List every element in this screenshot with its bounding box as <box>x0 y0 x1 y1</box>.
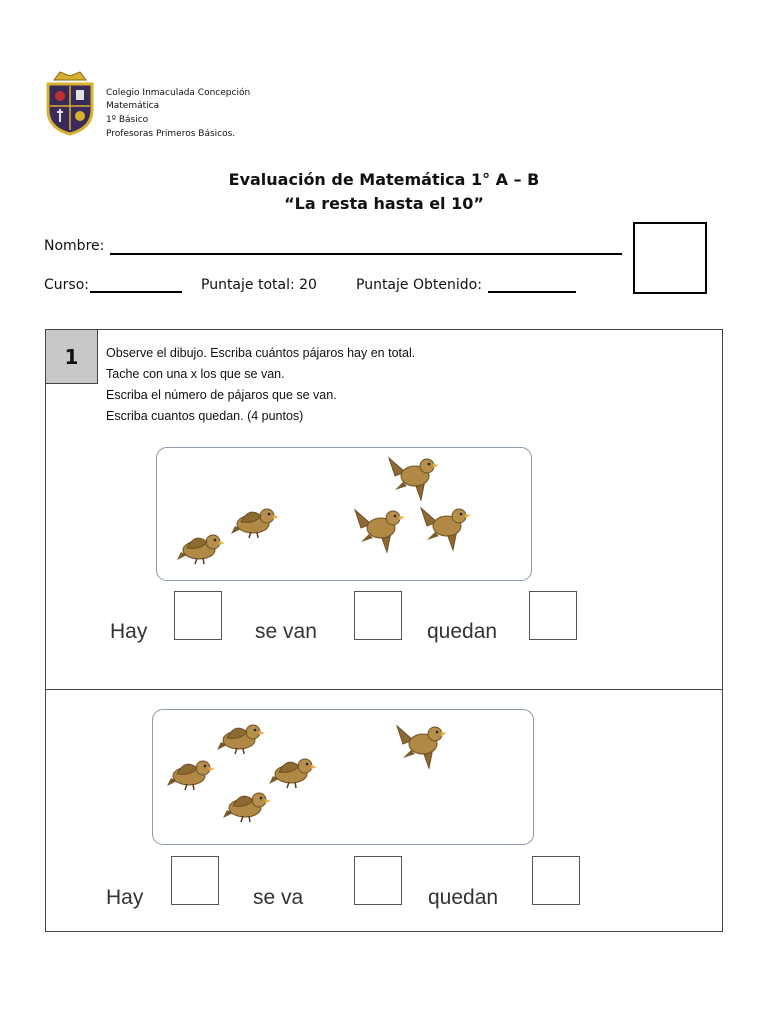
question-number: 1 <box>45 329 98 384</box>
instruction-line: Tache con una x los que se van. <box>106 367 285 381</box>
course-field[interactable] <box>90 291 182 293</box>
total-score-label: Puntaje total: 20 <box>201 277 317 293</box>
instruction-line: Observe el dibujo. Escriba cuántos pájaros hay en total. <box>106 346 416 360</box>
remain-answer-box[interactable] <box>532 856 580 905</box>
page-title: Evaluación de Matemática 1° A – B <box>228 170 540 189</box>
hay-label: Hay <box>110 620 148 643</box>
grade-line: 1º Básico <box>106 115 149 125</box>
total-answer-box[interactable] <box>171 856 219 905</box>
instruction-line: Escriba cuantos quedan. (4 puntos) <box>106 409 304 423</box>
bird-icon[interactable] <box>167 756 219 796</box>
obtained-score-label: Puntaje Obtenido: <box>356 277 482 293</box>
section-divider <box>45 689 723 690</box>
page-subtitle: “La resta hasta el 10” <box>284 194 484 213</box>
bird-icon[interactable] <box>269 754 321 794</box>
instruction-line: Escriba el número de pájaros que se van. <box>106 388 337 402</box>
hay-label: Hay <box>106 886 144 909</box>
leave-label: se van <box>255 620 317 643</box>
course-label: Curso: <box>44 277 89 293</box>
leave-answer-box[interactable] <box>354 856 402 905</box>
remain-label: quedan <box>427 620 498 643</box>
bird-flying-icon[interactable] <box>419 506 473 554</box>
subject-line: Matemática <box>106 101 160 111</box>
remain-label: quedan <box>428 886 499 909</box>
school-crest-icon <box>44 70 96 136</box>
bird-icon[interactable] <box>177 530 229 570</box>
total-answer-box[interactable] <box>174 591 222 640</box>
birds-picture-panel <box>156 447 532 581</box>
name-label: Nombre: <box>44 238 105 254</box>
obtained-score-field[interactable] <box>488 291 576 293</box>
teachers-line: Profesoras Primeros Básicos. <box>106 129 236 139</box>
bird-flying-icon[interactable] <box>353 508 407 556</box>
leave-label: se va <box>253 886 304 909</box>
bird-icon[interactable] <box>223 788 275 828</box>
bird-icon[interactable] <box>217 720 269 760</box>
grade-box[interactable] <box>633 222 707 294</box>
bird-icon[interactable] <box>231 504 283 544</box>
bird-flying-icon[interactable] <box>387 456 441 504</box>
name-field[interactable] <box>110 253 622 255</box>
birds-picture-panel <box>152 709 534 845</box>
bird-flying-icon[interactable] <box>395 724 449 772</box>
remain-answer-box[interactable] <box>529 591 577 640</box>
school-name: Colegio Inmaculada Concepción <box>106 88 251 98</box>
leave-answer-box[interactable] <box>354 591 402 640</box>
